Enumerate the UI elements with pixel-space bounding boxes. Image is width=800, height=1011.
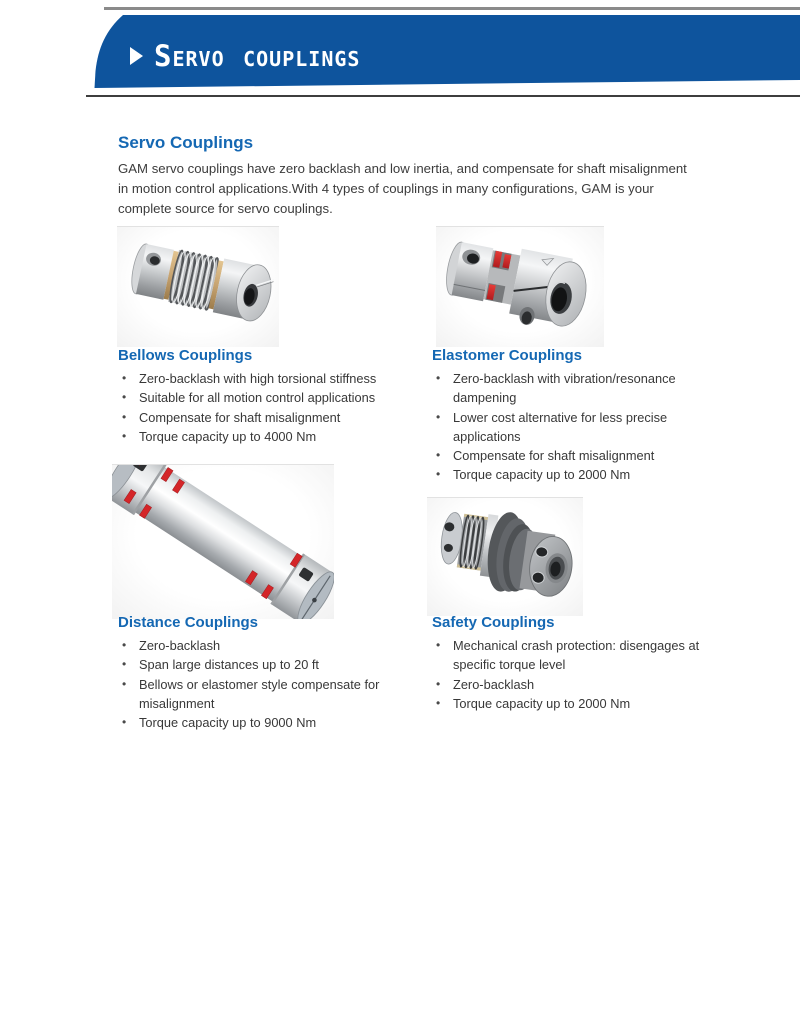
list-item: [122, 408, 402, 427]
list-item: [436, 408, 716, 447]
section-title-bellows: Bellows Couplings: [118, 347, 253, 364]
list-item-line: misalignment: [139, 695, 215, 711]
section-title-elastomer: Elastomer Couplings: [432, 347, 583, 364]
bellows-feature-list: [122, 369, 402, 446]
elastomer-coupling-image: [436, 226, 604, 347]
list-item-line: • Zero-backlash: [139, 638, 221, 653]
list-item-line: • Lower cost alternative for less precise: [453, 409, 668, 425]
list-item: [122, 388, 402, 407]
banner-ribbon: [0, 0, 800, 100]
list-item-line: • Compensate for shaft misalignment: [453, 448, 655, 464]
list-item: [436, 446, 716, 465]
safety-coupling-image: [427, 497, 583, 616]
list-item: [122, 655, 402, 674]
list-item-line: • Suitable for all motion control applications: [139, 390, 376, 406]
list-item-line: • Torque capacity up to 2000 Nm: [453, 695, 631, 711]
distance-feature-list: [122, 636, 402, 732]
safety-coupling-illustration: [427, 498, 583, 616]
list-item: [122, 675, 402, 714]
banner-title-text: Servo couplings: [154, 38, 361, 73]
list-item-line: • Mechanical crash protection: disengages at: [453, 638, 700, 653]
list-item: [436, 636, 716, 675]
list-item-line: • Bellows or elastomer style compensate for: [139, 676, 380, 692]
list-item: [436, 465, 716, 484]
list-item-line: • Torque capacity up to 9000 Nm: [139, 715, 317, 731]
intro-line: GAM servo couplings have zero backlash and low inertia, and compensate for shaft misalignment: [118, 161, 687, 176]
distance-coupling-image: [112, 464, 334, 619]
elastomer-feature-list: [436, 369, 716, 485]
list-item: [122, 369, 402, 388]
list-item-line: • Torque capacity up to 4000 Nm: [139, 428, 317, 444]
list-item-line: • Zero-backlash with high torsional stiffness: [139, 371, 377, 386]
list-item-line: dampening: [453, 390, 517, 406]
banner-title: [130, 40, 360, 72]
elastomer-coupling-illustration: [436, 227, 604, 347]
list-item: [122, 427, 402, 446]
list-item-line: • Zero-backlash with vibration/resonance: [453, 371, 676, 386]
right-triangle-icon: [130, 47, 143, 65]
safety-feature-list: [436, 636, 716, 713]
list-item-line: • Compensate for shaft misalignment: [139, 409, 341, 425]
list-item: [436, 369, 716, 408]
list-item-line: • Zero-backlash: [453, 676, 535, 692]
list-item-line: specific torque level: [453, 657, 566, 673]
section-title-distance: Distance Couplings: [118, 614, 259, 631]
intro-line: complete source for servo couplings.: [118, 201, 333, 216]
distance-coupling-illustration: [112, 465, 334, 619]
intro-paragraph: [118, 159, 687, 219]
list-item: [436, 675, 716, 694]
bellows-coupling-image: [117, 226, 279, 347]
section-title-safety: Safety Couplings: [432, 614, 555, 631]
bellows-coupling-illustration: [117, 227, 279, 347]
list-item: [122, 713, 402, 732]
list-item: [122, 636, 402, 655]
header-bottom-rule: [86, 95, 800, 97]
list-item-line: • Span large distances up to 20 ft: [139, 657, 319, 673]
intro-line: in motion control applications.With 4 types of couplings in many configurations, GAM is your: [118, 181, 654, 196]
list-item: [436, 694, 716, 713]
page-title: Servo Couplings: [118, 133, 254, 152]
list-item-line: applications: [453, 428, 521, 444]
list-item-line: • Torque capacity up to 2000 Nm: [453, 467, 631, 483]
